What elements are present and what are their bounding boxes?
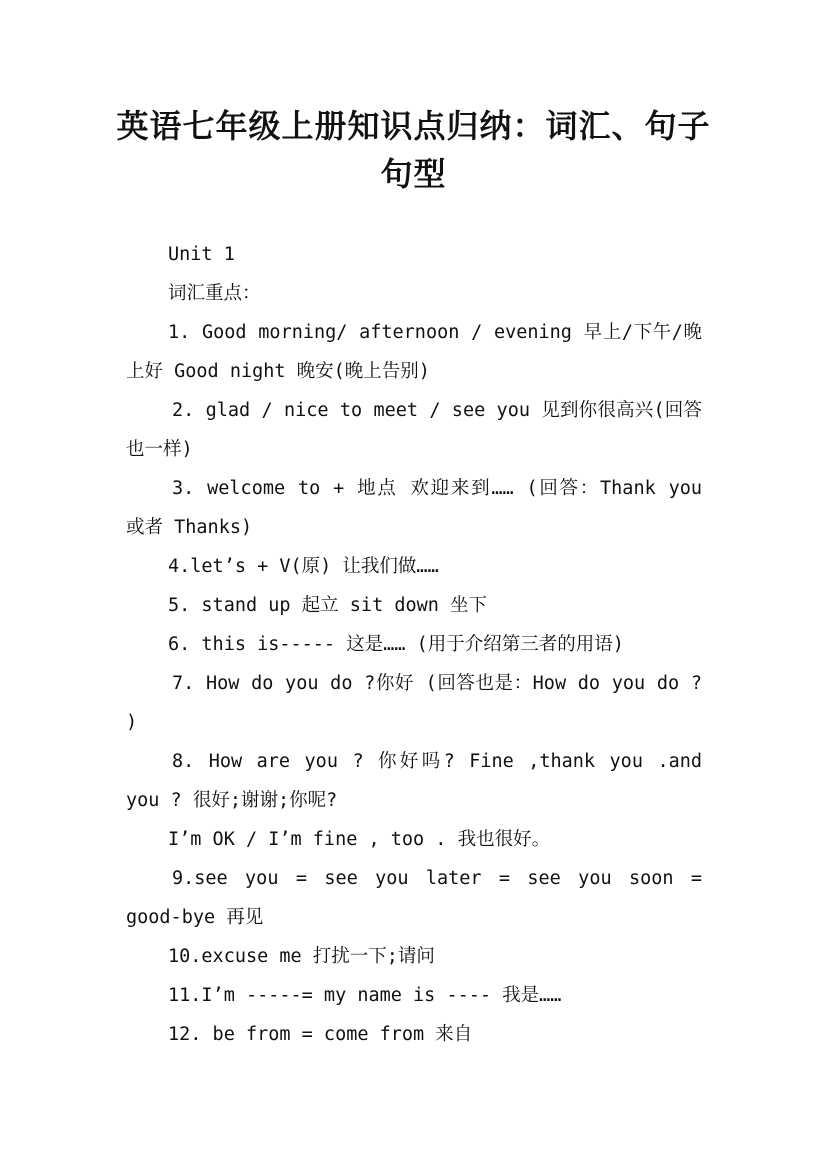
vocab-item: 10.excuse me 打扰一下;请问 — [168, 946, 435, 967]
vocab-item: 2. glad / nice to meet / see you 见到你很高兴(回答也一样) — [126, 400, 702, 460]
vocab-item: 7. How do you do ?你好 (回答也是：How do you do ? ) — [126, 673, 702, 733]
vocab-item: 3. welcome to + 地点 欢迎来到…… (回答：Thank you 或者 Thanks) — [126, 478, 702, 538]
document-title: 英语七年级上册知识点归纳：词汇、句子句型 — [116, 107, 711, 193]
unit-heading: Unit 1 — [168, 244, 235, 265]
vocab-item: I’m OK / I’m fine , too . 我也很好。 — [168, 829, 551, 850]
section-heading: 词汇重点： — [168, 283, 261, 304]
vocab-item: 5. stand up 起立 sit down 坐下 — [168, 595, 488, 616]
vocab-item: 6. this is----- 这是…… (用于介绍第三者的用语) — [168, 634, 624, 655]
document-body — [126, 235, 702, 1054]
vocab-item: 8. How are you ? 你好吗? Fine ,thank you .and you ? 很好;谢谢;你呢? — [126, 751, 702, 811]
vocab-item: 12. be from = come from 来自 — [168, 1024, 473, 1045]
vocab-item: 4.let’s + V(原) 让我们做…… — [168, 556, 439, 577]
vocab-item: 11.I’m -----= my name is ---- 我是…… — [168, 985, 562, 1006]
vocab-item: 1. Good morning/ afternoon / evening 早上/下午/晚上好 Good night 晚安(晚上告别) — [126, 322, 702, 382]
vocab-item: 9.see you = see you later = see you soon = good-bye 再见 — [126, 868, 702, 928]
